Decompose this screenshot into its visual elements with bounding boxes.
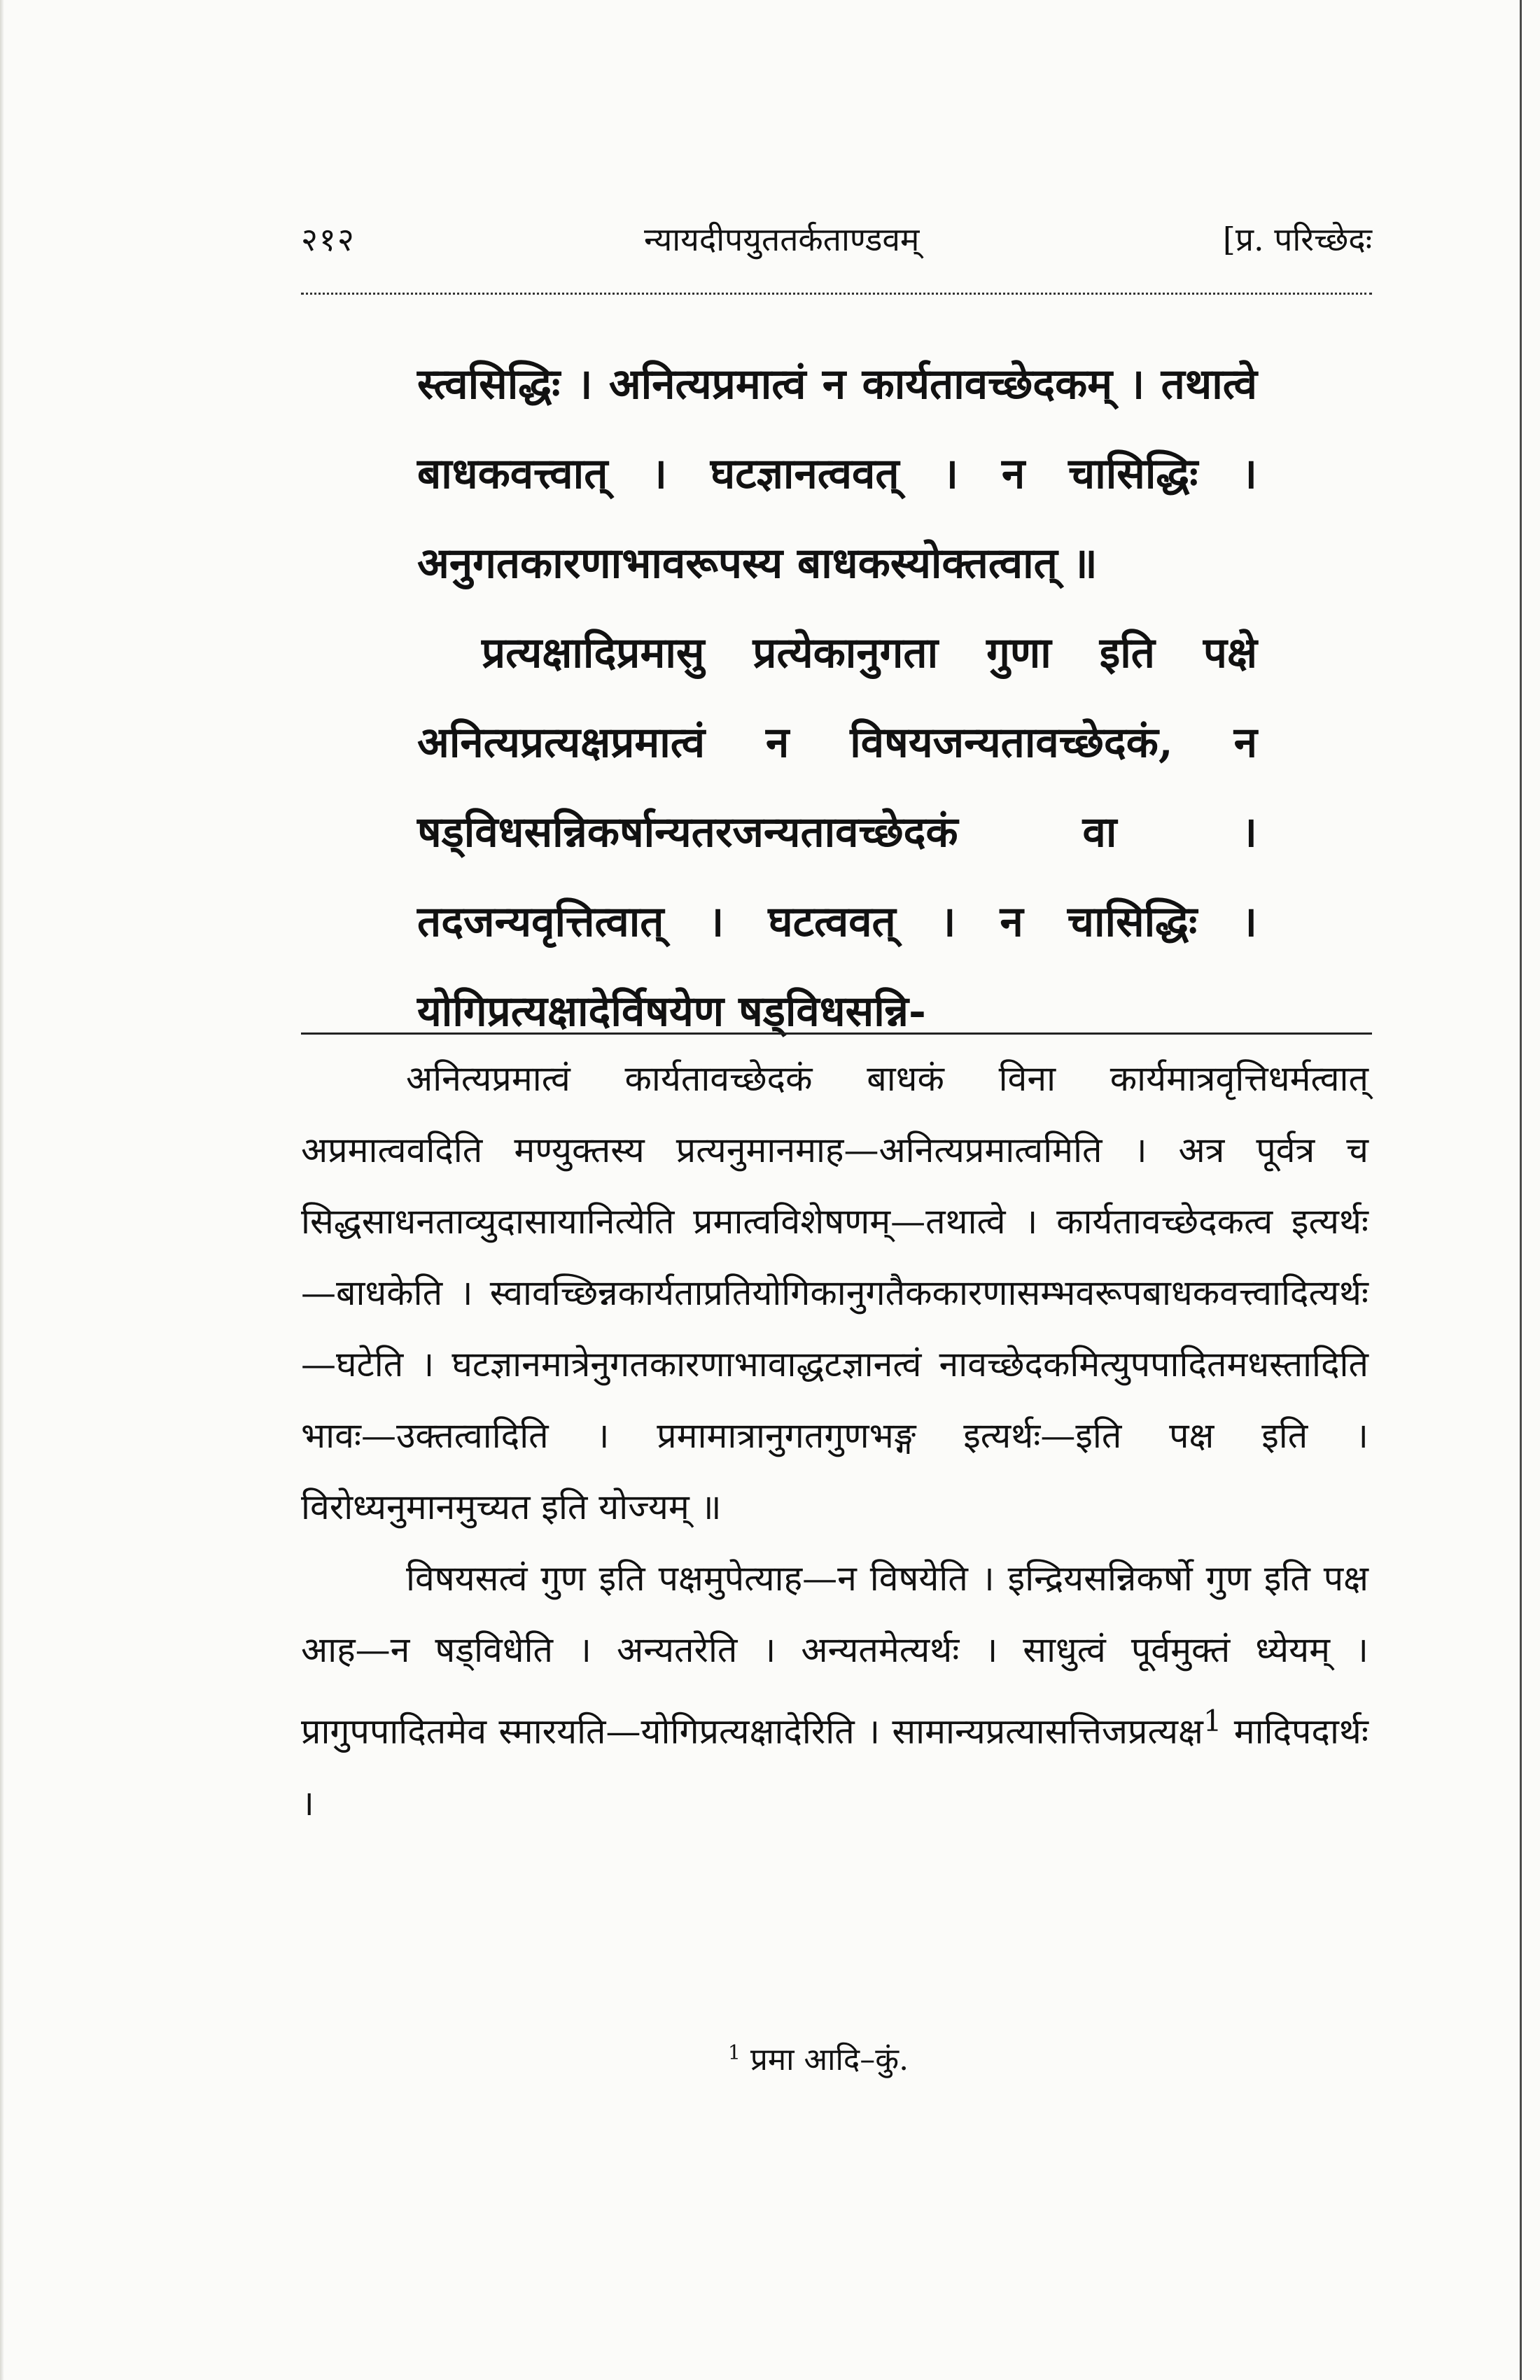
- footnote: [728, 2037, 909, 2079]
- footnote-marker: 1: [1203, 1704, 1222, 1738]
- footnote-text: प्रमा आदि–कुं.: [750, 2042, 909, 2078]
- header-rule: [301, 293, 1372, 295]
- page-edge-line: [1520, 0, 1522, 2380]
- commentary-paragraph: [301, 1543, 1368, 1839]
- page-shadow: [0, 0, 4, 2380]
- commentary-paragraph: अनित्यप्रमात्वं कार्यतावच्छेदकं बाधकं विना कार्यमात्रवृत्तिधर्मत्वात् अप्रमात्ववदिति मण्युक्तस्य प्रत्यनुमानमाह—अनित्यप्रमात्वमिति । अत्र पूर्वत्र च सिद्धसाधनताव्युदासायानित्येति प्रमात्वविशेषणम्—तथात्वे । कार्यतावच्छेदकत्व इत्यर्थः—बाधकेति । स्वावच्छिन्नकार्यताप्रतियोगिकानुगतैककारणासम्भवरूपबाधकवत्त्वादित्यर्थः—घटेति । घटज्ञानमात्रेनुगतकारणाभावाद्धटज्ञानत्वं नावच्छेदकमित्युपपादितमधस्तादिति भावः—उक्तत्वादिति । प्रमामात्रानुगतगुणभङ्ग इत्यर्थः—इति पक्ष इति । विरोध्यनुमानमुच्यत इति योज्यम् ॥: [301, 1058, 1368, 1527]
- main-paragraph: प्रत्यक्षादिप्रमासु प्रत्येकानुगता गुणा इति पक्षे अनित्यप्रत्यक्षप्रमात्वं न विषयजन्यतावच्छेदकं, न षड्विधसन्निकर्षान्यतरजन्यतावच्छेदकं वा । तदजन्यवृत्तित्वात् । घटत्ववत् । न चासिद्धिः । योगिप्रत्यक्षादेर्विषयेण षड्विधसन्नि-: [417, 629, 1257, 1036]
- section-label: [प्र. परिच्छेदः: [1222, 220, 1372, 258]
- footnote-number: 1: [728, 2040, 741, 2064]
- book-title: न्यायदीपयुततर्कताण्डवम्: [644, 220, 920, 258]
- commentary-text: विषयसत्वं गुण इति पक्षमुपेत्याह—न विषयेति । इन्द्रियसन्निकर्षो गुण इति पक्ष आह—न षड्विधेति । अन्यतरेति । अन्यतमेत्यर्थः । साधुत्वं पूर्वमुक्तं ध्येयम् । प्रागुपपादितमेव स्मारयति—योगिप्रत्यक्षादेरिति । सामान्यप्रत्यासत्तिजप्रत्यक्ष: [301, 1558, 1368, 1752]
- main-paragraph: स्त्वसिद्धिः । अनित्यप्रमात्वं न कार्यतावच्छेदकम् । तथात्वे बाधकवत्त्वात् । घटज्ञानत्ववत् । न चासिद्धिः । अनुगतकारणाभावरूपस्य बाधकस्योक्तत्वात् ॥: [417, 360, 1257, 588]
- running-header: [301, 217, 1372, 273]
- page-number: २१२: [301, 220, 356, 258]
- main-text-block: [417, 340, 1257, 1056]
- commentary-block: [301, 1043, 1368, 1839]
- commentary-text-end: मादिपदार्थः ।: [301, 1711, 1368, 1823]
- text-divider: [301, 1032, 1372, 1035]
